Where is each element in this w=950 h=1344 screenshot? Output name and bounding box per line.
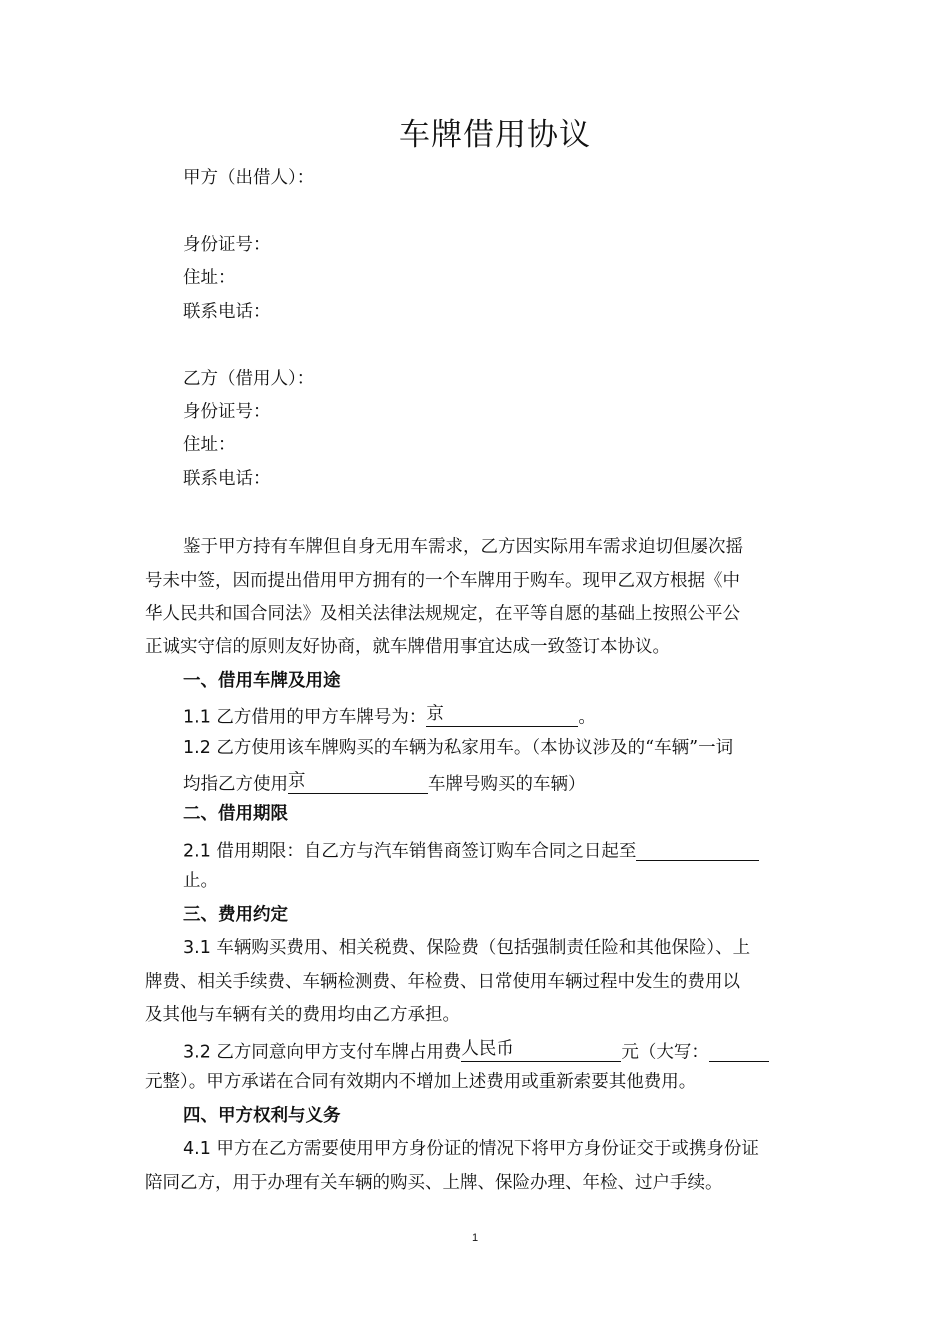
plate-number-field: 京 (426, 706, 578, 727)
clause-1-2-pre: 均指乙方使用 (183, 774, 288, 795)
clause-3-1-line-1 (183, 940, 750, 958)
clause-1-2-post: 车牌号购买的车辆） (428, 774, 586, 795)
page-number: 1 (471, 1232, 479, 1244)
preamble-line-2: 号未中签，因而提出借用甲方拥有的一个车牌用于购车。现甲乙双方根据《中 (145, 571, 740, 591)
section-4-heading: 四、甲方权利与义务 (183, 1106, 341, 1126)
preamble-line-4: 正诚实守信的原则友好协商，就车牌借用事宜达成一致签订本协议。 (145, 637, 670, 657)
party-b-address-label: 住址： (183, 435, 236, 455)
fee-amount-field: 人民币 (461, 1041, 621, 1062)
clause-4-1-text: 甲方在乙方需要使用甲方身份证的情况下将甲方身份证交于或携身份证 (216, 1139, 759, 1159)
clause-3-2-mid: 元（大写： (621, 1042, 709, 1063)
party-a-id-label: 身份证号： (183, 235, 271, 255)
clause-3-2-text: 乙方同意向甲方支付车牌占用费 (216, 1042, 462, 1063)
fee-amount-words-field (709, 1041, 769, 1062)
clause-1-2-line-1 (183, 740, 733, 758)
clause-1-2-line-2 (183, 773, 586, 794)
clause-3-1-text: 车辆购买费用、相关税费、保险费（包括强制责任险和其他保险）、上 (216, 938, 751, 958)
party-b-label: 乙方（借用人）： (183, 369, 315, 389)
party-a-address-label: 住址： (183, 268, 236, 288)
preamble-line-1: 鉴于甲方持有车牌但自身无用车需求，乙方因实际用车需求迫切但屡次摇 (183, 537, 743, 557)
clause-3-1-line-3: 及其他与车辆有关的费用均由乙方承担。 (145, 1005, 460, 1025)
term-end-date-field (636, 840, 759, 861)
clause-1-2-number: 1.2 (183, 738, 211, 758)
clause-3-2-number: 3.2 (183, 1042, 211, 1063)
clause-3-2-line-1 (183, 1041, 769, 1062)
clause-3-2-line-2: 元整）。甲方承诺在合同有效期内不增加上述费用或重新索要其他费用。 (145, 1072, 697, 1092)
party-a-phone-label: 联系电话： (183, 302, 271, 322)
section-3-heading: 三、费用约定 (183, 905, 288, 925)
clause-2-1-text: 借用期限：自乙方与汽车销售商签订购车合同之日起至 (216, 841, 637, 862)
vehicle-plate-field: 京 (288, 773, 428, 794)
preamble-line-3: 华人民共和国合同法》及相关法律法规规定，在平等自愿的基础上按照公平公 (145, 604, 740, 624)
clause-2-1-number: 2.1 (183, 841, 211, 862)
clause-3-1-number: 3.1 (183, 938, 211, 958)
document-title: 车牌借用协议 (399, 117, 591, 153)
clause-1-1-end: 。 (578, 707, 596, 728)
section-2-heading: 二、借用期限 (183, 804, 288, 824)
section-1-heading: 一、借用车牌及用途 (183, 671, 341, 691)
clause-2-1-line-2: 止。 (183, 871, 218, 891)
party-a-label: 甲方（出借人）： (183, 168, 315, 188)
clause-3-1-line-2: 牌费、相关手续费、车辆检测费、年检费、日常使用车辆过程中发生的费用以 (145, 972, 740, 992)
party-b-phone-label: 联系电话： (183, 469, 271, 489)
clause-2-1 (183, 840, 759, 861)
clause-1-1 (183, 706, 596, 727)
clause-1-2-text: 乙方使用该车牌购买的车辆为私家用车。（本协议涉及的“车辆”一词 (216, 738, 734, 758)
clause-4-1-line-1 (183, 1141, 759, 1159)
clause-1-1-number: 1.1 (183, 707, 211, 728)
party-b-id-label: 身份证号： (183, 402, 271, 422)
clause-4-1-number: 4.1 (183, 1139, 211, 1159)
clause-1-1-text: 乙方借用的甲方车牌号为： (216, 707, 427, 728)
clause-4-1-line-2: 陪同乙方，用于办理有关车辆的购买、上牌、保险办理、年检、过户手续。 (145, 1173, 723, 1193)
